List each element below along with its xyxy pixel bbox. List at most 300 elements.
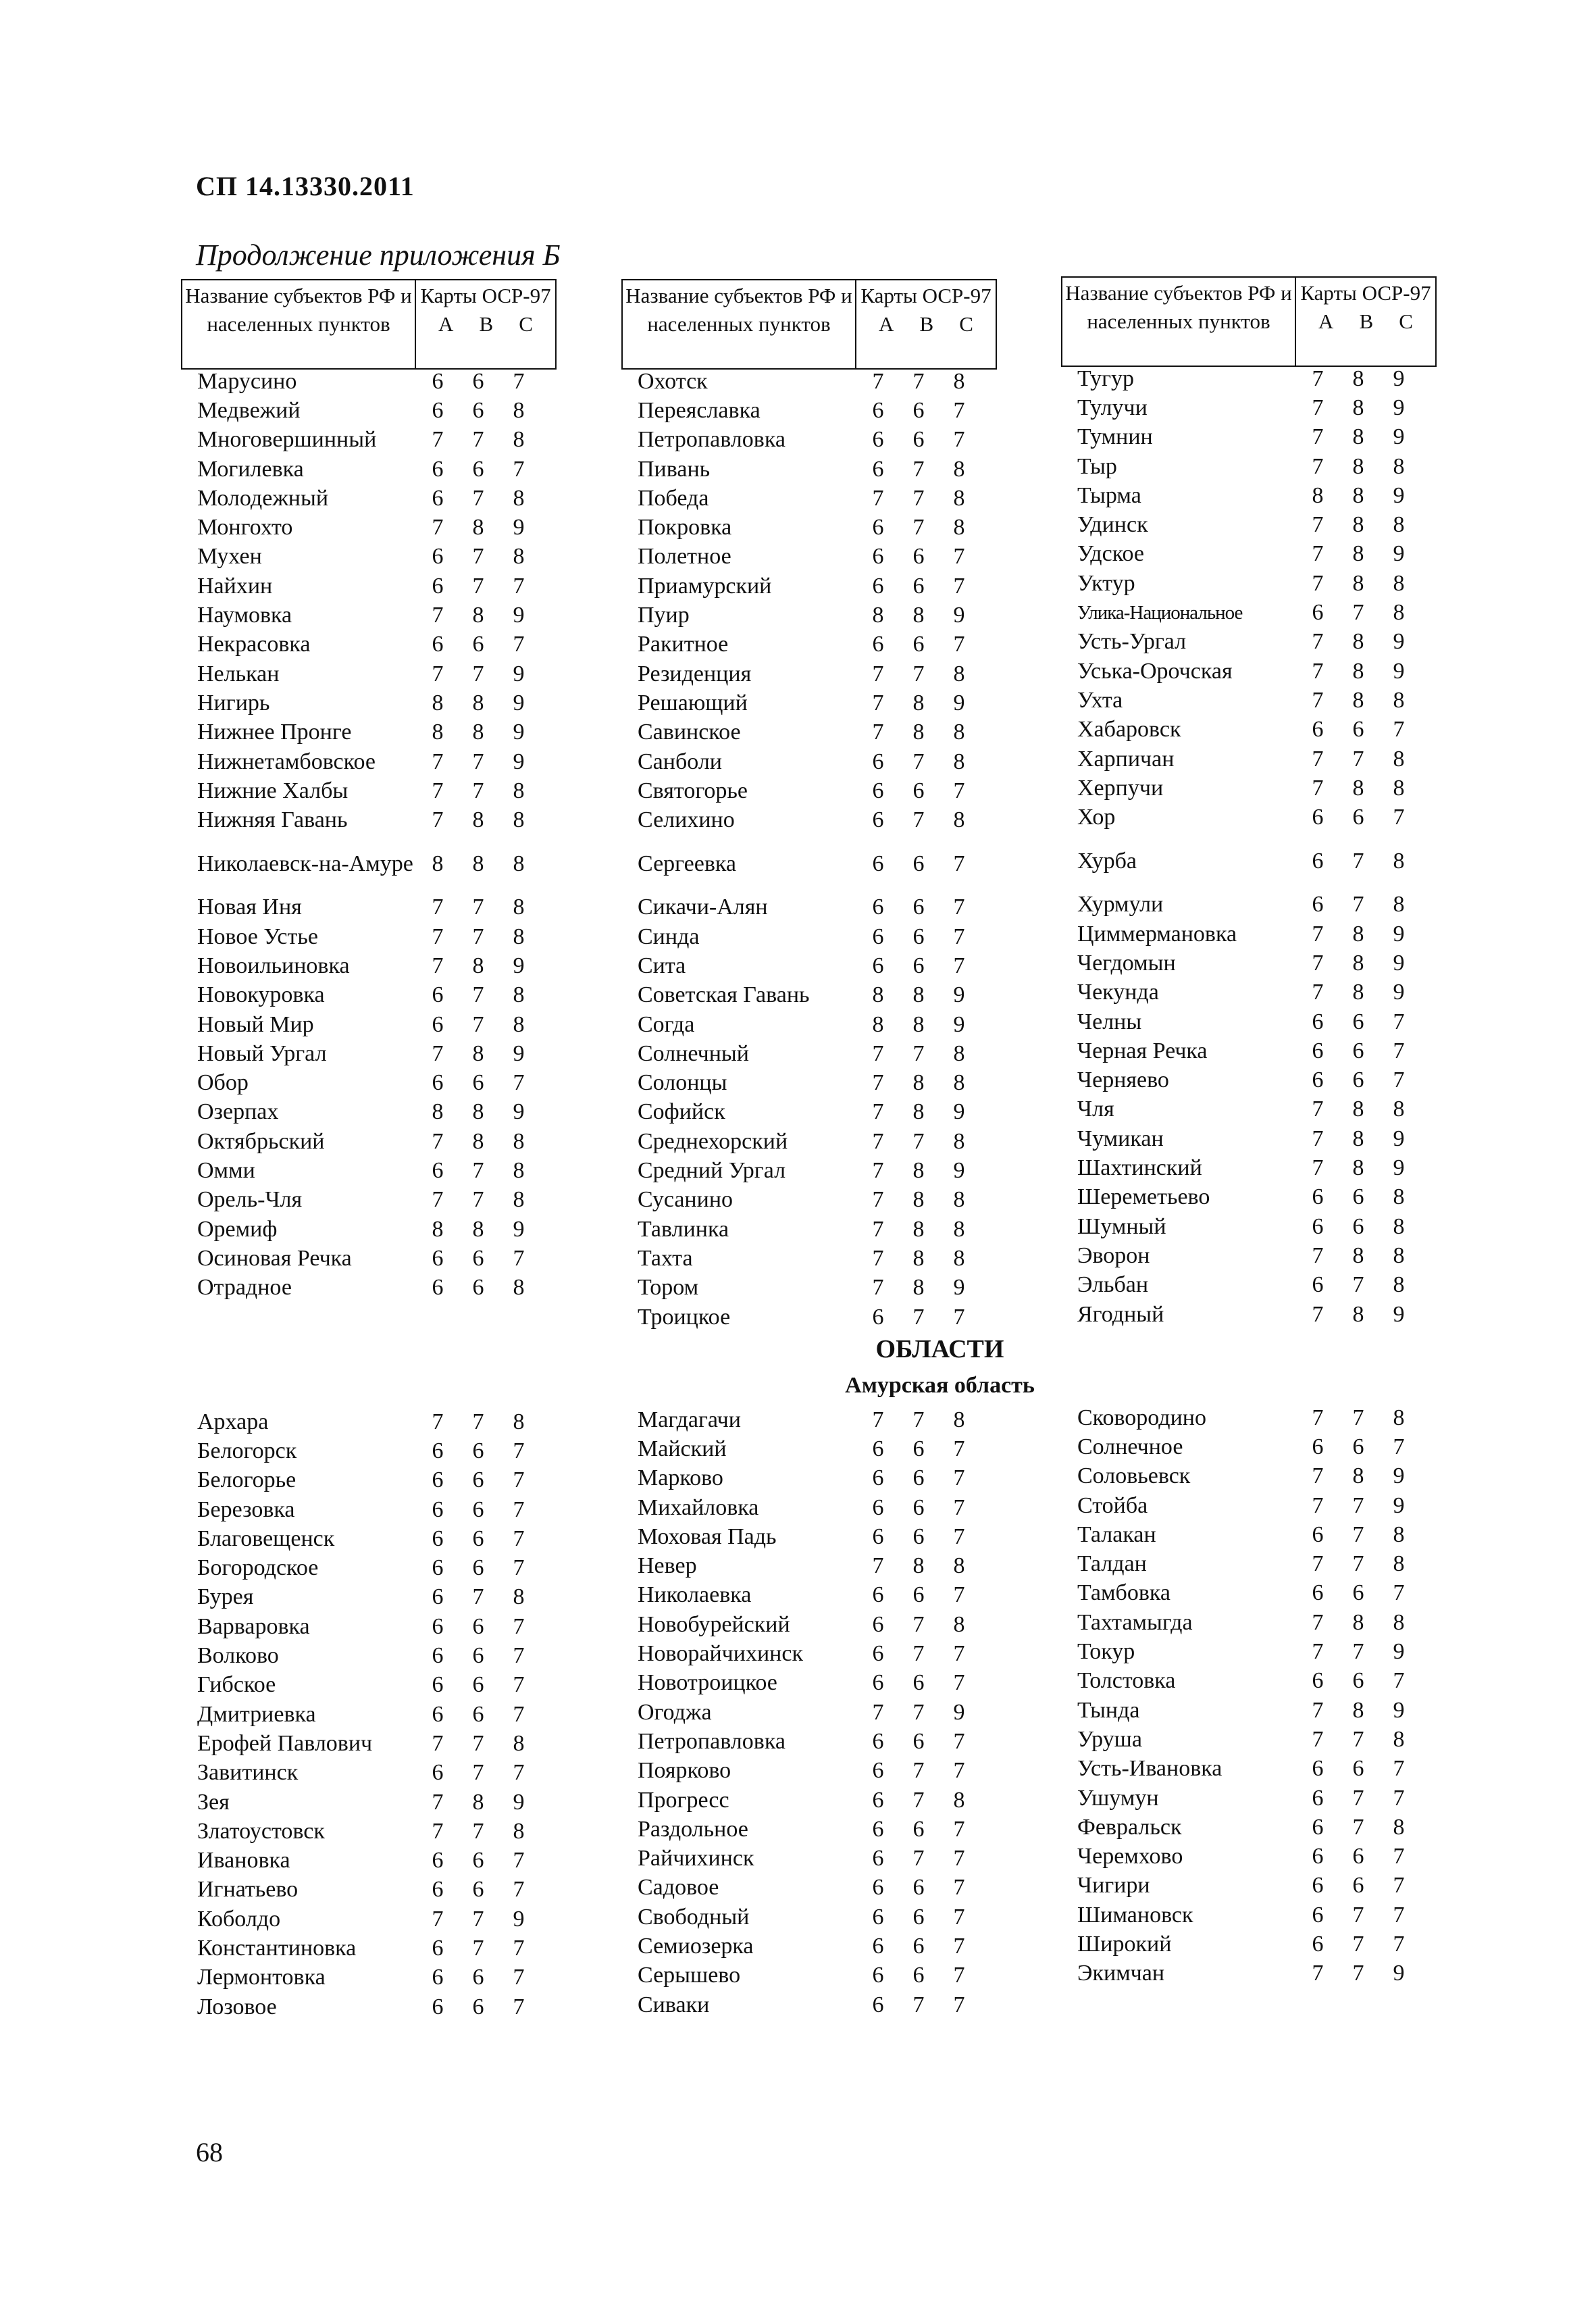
value-c: 9 [953,1099,965,1125]
locality-name: Эворон [1077,1242,1150,1268]
value-a: 6 [432,485,444,511]
table-row [181,922,559,951]
value-c: 8 [1393,1272,1405,1298]
value-c: 8 [513,895,525,920]
locality-name: Шахтинский [1077,1155,1202,1181]
table-row [1061,481,1439,510]
table-row [621,1039,1000,1068]
value-a: 7 [432,1187,444,1213]
value-b: 7 [472,1011,484,1037]
table-row [621,1069,1000,1098]
value-a: 6 [1312,1668,1324,1694]
value-b: 7 [912,661,925,686]
value-b: 8 [912,1187,925,1213]
value-a: 7 [1312,570,1324,596]
locality-name: Новоильиновка [197,953,350,978]
value-b: 7 [912,456,925,482]
value-a: 6 [432,1011,444,1037]
table-row [1061,598,1439,627]
header-maps-label: Карты ОСР-97 [420,284,551,307]
table-row [621,426,1000,455]
value-b: 6 [912,397,925,423]
table-row [1061,832,1439,890]
locality-name: Отрадное [197,1275,292,1301]
value-a: 6 [1312,1038,1324,1063]
section-title: ОБЛАСТИ [875,1335,1004,1363]
value-b: 6 [472,1555,484,1581]
value-b: 8 [472,720,484,745]
value-b: 6 [912,778,925,803]
value-b: 8 [472,1216,484,1242]
table-row [1061,1212,1439,1241]
value-a: 7 [432,1789,444,1815]
value-b: 6 [472,456,484,482]
value-a: 6 [872,1787,884,1813]
value-b: 7 [472,1730,484,1756]
table-row [181,1553,559,1582]
value-a: 6 [872,397,884,423]
locality-name: Райчихинск [638,1846,754,1871]
value-b: 6 [472,1672,484,1698]
table-row [181,1156,559,1185]
value-b: 8 [1352,950,1364,976]
locality-name: Солонцы [638,1070,727,1096]
value-a: 7 [1312,746,1324,772]
table-row [621,893,1000,922]
value-a: 6 [872,1524,884,1549]
value-a: 6 [872,573,884,599]
value-b: 7 [472,661,484,686]
value-c: 9 [513,953,525,978]
header-c: C [959,312,973,336]
value-b: 7 [472,485,484,511]
value-b: 8 [1352,629,1364,655]
header-b: B [919,312,934,336]
value-c: 8 [513,1187,525,1213]
table-row [1061,1403,1439,1432]
value-a: 7 [872,1128,884,1154]
table-row [1061,920,1439,949]
locality-name: Нелькан [197,661,280,686]
value-a: 7 [872,1216,884,1242]
table-row [181,1274,559,1303]
value-a: 6 [872,895,884,920]
value-b: 7 [912,1611,925,1637]
value-a: 6 [1312,848,1324,874]
value-a: 7 [432,1818,444,1844]
value-c: 8 [953,1070,965,1096]
value-c: 7 [513,1555,525,1581]
value-c: 9 [1393,1301,1405,1327]
table-column-2-amur [621,1405,1000,2019]
value-a: 6 [872,1846,884,1871]
value-b: 8 [912,982,925,1008]
value-a: 6 [432,1584,444,1610]
value-a: 7 [1312,1097,1324,1122]
table-row [181,1127,559,1156]
value-c: 7 [953,1304,965,1330]
value-b: 8 [472,1128,484,1154]
value-b: 7 [912,485,925,511]
locality-name: Марково [638,1465,723,1491]
value-a: 8 [432,720,444,745]
table-row [181,981,559,1010]
value-c: 7 [953,1670,965,1696]
table-row [621,572,1000,601]
value-b: 7 [912,1304,925,1330]
table-row [621,1961,1000,1990]
locality-name: Нигирь [197,690,270,715]
value-b: 7 [472,544,484,570]
value-c: 7 [953,1963,965,1988]
value-a: 6 [872,1875,884,1901]
value-b: 6 [472,1275,484,1301]
locality-name: Чегдомын [1077,950,1176,976]
value-c: 7 [1393,805,1405,830]
table-row [181,1583,559,1612]
table-row [1061,978,1439,1007]
locality-name: Некрасовка [197,632,311,657]
value-b: 7 [472,778,484,803]
table-row [621,1522,1000,1551]
value-c: 7 [1393,1844,1405,1869]
value-c: 7 [513,1701,525,1727]
value-a: 6 [432,397,444,423]
value-a: 7 [1312,1126,1324,1151]
locality-name: Тырма [1077,482,1141,508]
value-a: 7 [872,1553,884,1579]
value-c: 7 [1393,1038,1405,1063]
value-c: 8 [513,485,525,511]
locality-name: Марусино [197,368,297,394]
value-c: 9 [1393,1961,1405,1986]
table-row [181,1010,559,1039]
value-b: 6 [472,1643,484,1669]
value-c: 7 [513,1496,525,1522]
value-c: 8 [1393,848,1405,874]
locality-name: Чля [1077,1097,1114,1122]
value-c: 8 [513,427,525,453]
table-column-2-top [621,367,1000,1332]
value-c: 7 [953,924,965,949]
table-header-col1 [181,279,557,370]
value-b: 8 [1352,366,1364,391]
table-row [621,1434,1000,1463]
locality-name: Эльбан [1077,1272,1149,1298]
table-row [1061,1696,1439,1725]
value-c: 7 [1393,1756,1405,1782]
locality-name: Магдагачи [638,1407,741,1432]
locality-name: Челны [1077,1009,1142,1034]
table-row [181,951,559,980]
locality-name: Чекунда [1077,980,1159,1005]
locality-name: Нижняя Гавань [197,807,348,833]
locality-name: Игнатьево [197,1877,299,1903]
locality-name: Хор [1077,805,1116,830]
value-c: 7 [953,1524,965,1549]
locality-name: Орель-Чля [197,1187,303,1213]
table-row [621,776,1000,805]
value-c: 7 [513,1877,525,1903]
value-a: 6 [1312,1756,1324,1782]
value-c: 8 [953,1553,965,1579]
value-b: 8 [912,1011,925,1037]
value-b: 7 [472,895,484,920]
value-a: 7 [872,690,884,715]
table-row [181,718,559,747]
value-b: 7 [472,427,484,453]
locality-name: Белогорье [197,1467,297,1493]
value-a: 6 [872,749,884,774]
locality-name: Свободный [638,1904,750,1930]
value-c: 8 [513,1128,525,1154]
locality-name: Архара [197,1409,269,1434]
value-a: 7 [872,1187,884,1213]
value-c: 9 [953,603,965,628]
table-row [181,1495,559,1524]
locality-name: Усть-Ургал [1077,629,1187,655]
value-a: 8 [1312,482,1324,508]
value-a: 7 [432,661,444,686]
value-a: 6 [1312,1009,1324,1034]
locality-name: Ухта [1077,687,1123,713]
value-b: 8 [1352,1097,1364,1122]
locality-name: Тамбовка [1077,1580,1170,1606]
value-a: 7 [432,953,444,978]
value-c: 7 [953,427,965,453]
value-a: 6 [432,368,444,394]
value-c: 8 [953,485,965,511]
value-c: 7 [953,632,965,657]
table-row [1061,510,1439,539]
document-code: СП 14.13330.2011 [196,171,415,201]
value-b: 6 [912,544,925,570]
value-a: 6 [432,1994,444,2019]
table-row [621,1815,1000,1844]
locality-name: Чумикан [1077,1126,1164,1151]
table-row [621,601,1000,630]
value-b: 8 [1352,482,1364,508]
value-b: 7 [1352,1405,1364,1430]
value-a: 6 [432,1613,444,1639]
value-c: 9 [1393,921,1405,947]
locality-name: Садовое [638,1875,719,1901]
locality-name: Омми [197,1158,255,1184]
value-c: 8 [953,515,965,540]
table-row [621,951,1000,980]
table-row [1061,1930,1439,1959]
value-c: 7 [1393,717,1405,743]
value-c: 8 [1393,687,1405,713]
locality-name: Николаевка [638,1582,752,1608]
locality-name: Новое Устье [197,924,318,949]
locality-name: Стойба [1077,1492,1148,1518]
locality-name: Наумовка [197,603,292,628]
value-a: 7 [1312,366,1324,391]
value-a: 7 [432,895,444,920]
value-a: 6 [432,456,444,482]
value-b: 8 [1352,1242,1364,1268]
table-header-col3 [1061,276,1437,367]
value-b: 7 [912,749,925,774]
value-c: 9 [953,1011,965,1037]
table-column-1-amur [181,1407,559,2021]
table-row [181,1039,559,1068]
value-a: 7 [1312,1961,1324,1986]
value-b: 6 [912,1670,925,1696]
table-row [1061,774,1439,803]
locality-name: Шумный [1077,1213,1166,1239]
table-column-3-top [1061,364,1439,1329]
locality-name: Приамурский [638,573,772,599]
value-b: 8 [1352,395,1364,420]
table-row [621,1698,1000,1727]
value-b: 7 [1352,1785,1364,1811]
value-c: 7 [953,1494,965,1520]
value-c: 8 [1393,570,1405,596]
value-c: 8 [513,851,525,876]
table-row [621,1757,1000,1786]
locality-name: Победа [638,485,709,511]
table-row [1061,540,1439,569]
value-b: 6 [912,1963,925,1988]
table-row [621,1903,1000,1932]
value-a: 7 [1312,1697,1324,1723]
table-column-1-top [181,367,559,1303]
value-a: 7 [1312,1492,1324,1518]
value-a: 7 [1312,395,1324,420]
value-b: 6 [1352,1038,1364,1063]
value-c: 8 [1393,453,1405,479]
value-b: 8 [912,603,925,628]
locality-name: Новобурейский [638,1611,790,1637]
locality-name: Хурба [1077,848,1137,874]
value-b: 7 [472,573,484,599]
value-b: 6 [1352,1434,1364,1459]
table-row [1061,1579,1439,1608]
value-b: 6 [472,1467,484,1493]
locality-name: Поярково [638,1758,731,1784]
table-row [621,981,1000,1010]
table-row [181,396,559,425]
value-a: 7 [1312,950,1324,976]
table-row [621,455,1000,484]
table-row [181,513,559,542]
value-c: 7 [1393,1580,1405,1606]
table-row [181,1700,559,1729]
value-c: 9 [513,720,525,745]
header-a: A [1318,309,1334,333]
value-c: 7 [953,544,965,570]
value-b: 8 [472,1099,484,1125]
value-b: 6 [472,1496,484,1522]
value-a: 6 [432,1070,444,1096]
locality-name: Волково [197,1643,279,1669]
table-row [181,1729,559,1758]
value-c: 8 [1393,512,1405,538]
table-row [1061,949,1439,978]
value-a: 7 [432,427,444,453]
locality-name: Пивань [638,456,711,482]
locality-name: Переяславка [638,397,761,423]
value-b: 7 [912,1787,925,1813]
value-b: 6 [1352,1668,1364,1694]
value-c: 8 [953,807,965,833]
value-b: 6 [472,1438,484,1463]
value-a: 7 [1312,541,1324,567]
value-a: 6 [872,1904,884,1930]
value-c: 8 [1393,1184,1405,1210]
value-a: 7 [872,720,884,745]
table-row [621,1844,1000,1873]
value-c: 8 [953,1787,965,1813]
header-maps-label: Карты ОСР-97 [1300,281,1431,305]
table-row [621,1405,1000,1434]
value-c: 7 [1393,1931,1405,1957]
value-a: 6 [872,1670,884,1696]
value-c: 8 [953,1216,965,1242]
value-c: 7 [953,895,965,920]
table-row [621,1727,1000,1756]
locality-name: Черняево [1077,1067,1169,1093]
value-a: 7 [1312,687,1324,713]
table-row [181,601,559,630]
value-b: 8 [1352,687,1364,713]
header-maps [1296,278,1435,366]
value-b: 6 [912,851,925,876]
locality-name: Майский [638,1436,727,1461]
value-b: 6 [912,1816,925,1842]
value-a: 6 [872,953,884,978]
value-b: 7 [912,1846,925,1871]
value-b: 7 [1352,1639,1364,1665]
locality-name: Хабаровск [1077,717,1181,743]
locality-name: Селихино [638,807,735,833]
value-a: 7 [432,603,444,628]
locality-name: Тавлинка [638,1216,729,1242]
value-c: 9 [513,1216,525,1242]
value-c: 8 [953,1128,965,1154]
table-row [181,426,559,455]
value-a: 6 [872,1963,884,1988]
value-c: 8 [513,1011,525,1037]
locality-name: Троицкое [638,1304,731,1330]
table-row [1061,1667,1439,1696]
value-a: 7 [1312,1609,1324,1635]
value-a: 7 [1312,1639,1324,1665]
value-b: 7 [912,1758,925,1784]
locality-name: Новотроицкое [638,1670,777,1696]
table-row [181,543,559,572]
locality-name: Осиновая Речка [197,1245,352,1271]
value-a: 7 [432,1906,444,1932]
value-b: 8 [912,1275,925,1301]
value-b: 8 [472,603,484,628]
value-a: 7 [1312,1463,1324,1489]
value-c: 9 [1393,1463,1405,1489]
value-b: 7 [912,1040,925,1066]
table-row [621,1639,1000,1668]
locality-name: Новый Ургал [197,1040,327,1066]
value-a: 6 [432,1965,444,1990]
table-row [621,1244,1000,1273]
header-name-label: Название субъектов РФ и населенных пунктов [1062,278,1296,366]
table-row [181,805,559,834]
value-c: 8 [513,397,525,423]
value-a: 7 [432,749,444,774]
value-b: 8 [912,1158,925,1184]
value-c: 7 [513,573,525,599]
